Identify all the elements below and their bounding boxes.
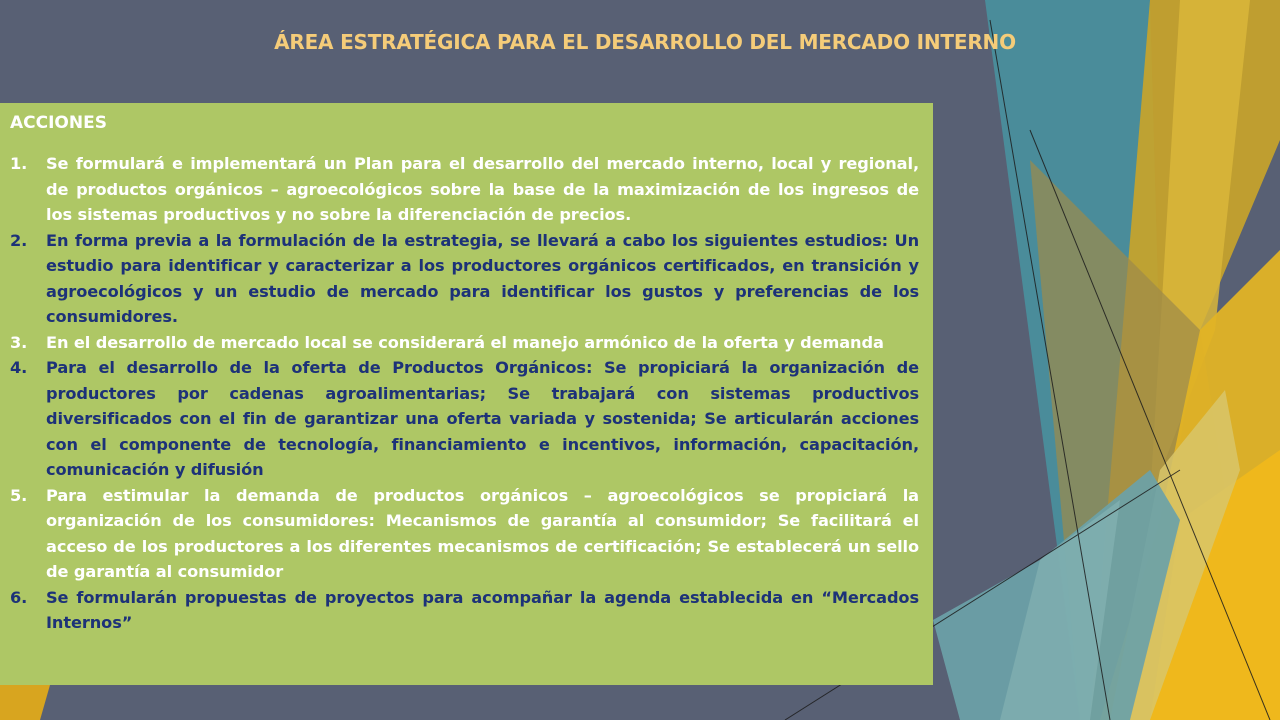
actions-list bbox=[10, 151, 919, 636]
list-item bbox=[10, 228, 919, 330]
item-text: En forma previa a la formulación de la estrategia, se llevará a cabo los siguientes estudios: Un estudio para identificar y caracterizar a los productores orgánicos certificados, en transición y agroecológicos y un estudio de mercado para identificar los gustos y preferencias de los consumidores. bbox=[46, 230, 919, 326]
item-text: Para el desarrollo de la oferta de Productos Orgánicos: Se propiciará la organización de productores por cadenas agroalimentarias; Se trabajará con sistemas productivos diversificados con el fin de garantizar una oferta variada y sostenida; Se articularán acciones con el componente de tecnología, financiamiento e incentivos, información, capacitación, comunicación y difusión bbox=[46, 358, 919, 479]
item-text: Para estimular la demanda de productos orgánicos – agroecológicos se propiciará la organización de los consumidores: Mecanismos de garantía al consumidor; Se facilitará el acceso de los productores a los diferentes mecanismos de certificación; Se establecerá un sello de garantía al consumidor bbox=[46, 485, 919, 581]
list-item bbox=[10, 585, 919, 636]
item-number: 6. bbox=[10, 587, 28, 607]
list-item bbox=[10, 483, 919, 585]
item-text: Se formulará e implementará un Plan para el desarrollo del mercado interno, local y regional, de productos orgánicos – agroecológicos sobre la base de la maximización de los ingresos de los sistemas productivos y no sobre la diferenciación de precios. bbox=[46, 154, 919, 224]
page-title: ÁREA ESTRATÉGICA PARA EL DESARROLLO DEL MERCADO INTERNO bbox=[274, 30, 1016, 54]
list-item bbox=[10, 151, 919, 228]
actions-heading: ACCIONES bbox=[10, 113, 107, 133]
item-number: 3. bbox=[10, 332, 28, 352]
item-number: 5. bbox=[10, 485, 28, 505]
list-item bbox=[10, 355, 919, 483]
item-number: 1. bbox=[10, 154, 28, 173]
item-number: 4. bbox=[10, 358, 28, 377]
item-text: Se formularán propuestas de proyectos para acompañar la agenda establecida en “Mercados Internos” bbox=[46, 587, 919, 632]
item-text: En el desarrollo de mercado local se considerará el manejo armónico de la oferta y demanda bbox=[46, 332, 884, 352]
item-number: 2. bbox=[10, 230, 28, 250]
actions-panel bbox=[0, 103, 933, 685]
list-item bbox=[10, 330, 919, 356]
